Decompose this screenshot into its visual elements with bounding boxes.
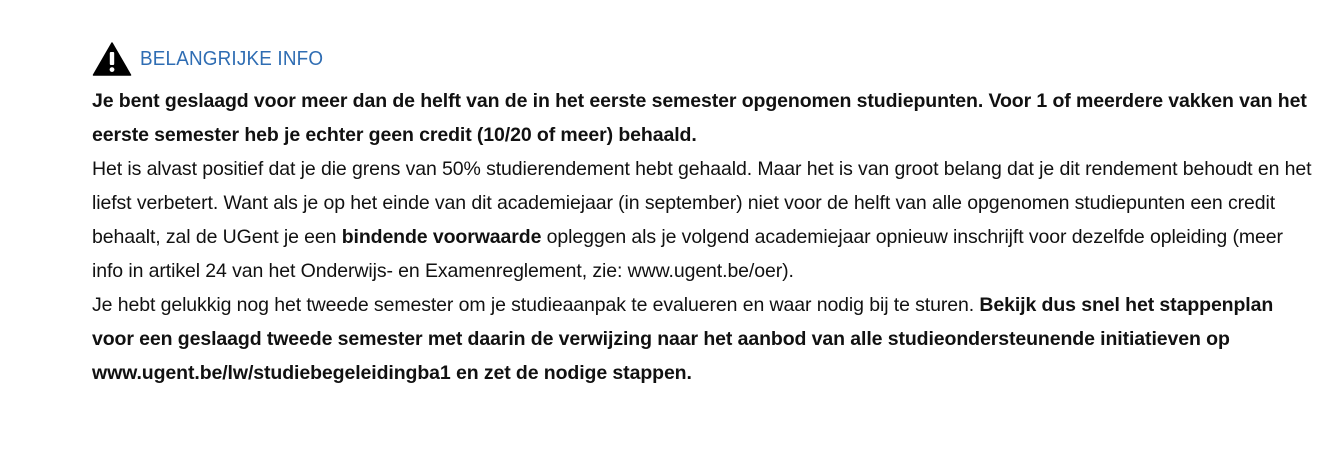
paragraph-2-bold: Bekijk dus snel het stappenplan voor een geslaagd tweede semester met daarin de verwijzing naar het aanbod van alle studieondersteunende initiatieven op www.ugent.be/lw/studiebegeleidingba1 en zet de nodige stappen. (92, 294, 1274, 384)
paragraph-1-text-end: opleggen als je volgend academiejaar opnieuw inschrijft voor dezelfde opleiding (meer info in artikel 24 van het Onderwijs- en Examenreglement, zie: www.ugent.be/oer). (92, 226, 1283, 282)
notice-paragraph-1 (92, 152, 1317, 288)
paragraph-2-text: Je hebt gelukkig nog het tweede semester om je studieaanpak te evalueren en waar nodig bij te sturen. (92, 294, 980, 316)
paragraph-1-text: Het is alvast positief dat je die grens van 50% studierendement hebt gehaald. Maar het is van groot belang dat je dit rendement behoudt en het liefst verbetert. Want als je op het einde van dit academiejaar (in september) niet voor de helft van alle opgenomen studiepunten een credit behaalt, zal de UGent je een (92, 158, 1312, 248)
notice-intro: Je bent geslaagd voor meer dan de helft van de in het eerste semester opgenomen studiepunten. Voor 1 of meerdere vakken van het eerste semester heb je echter geen credit (10/20 of meer) behaald. (92, 90, 1307, 146)
notice-paragraph-2 (92, 288, 1317, 390)
notice-title: BELANGRIJKE INFO (140, 47, 324, 70)
important-info-notice (92, 40, 1317, 390)
warning-triangle-icon (92, 41, 132, 77)
notice-header (92, 40, 1317, 78)
paragraph-1-bold: bindende voorwaarde (341, 226, 542, 248)
